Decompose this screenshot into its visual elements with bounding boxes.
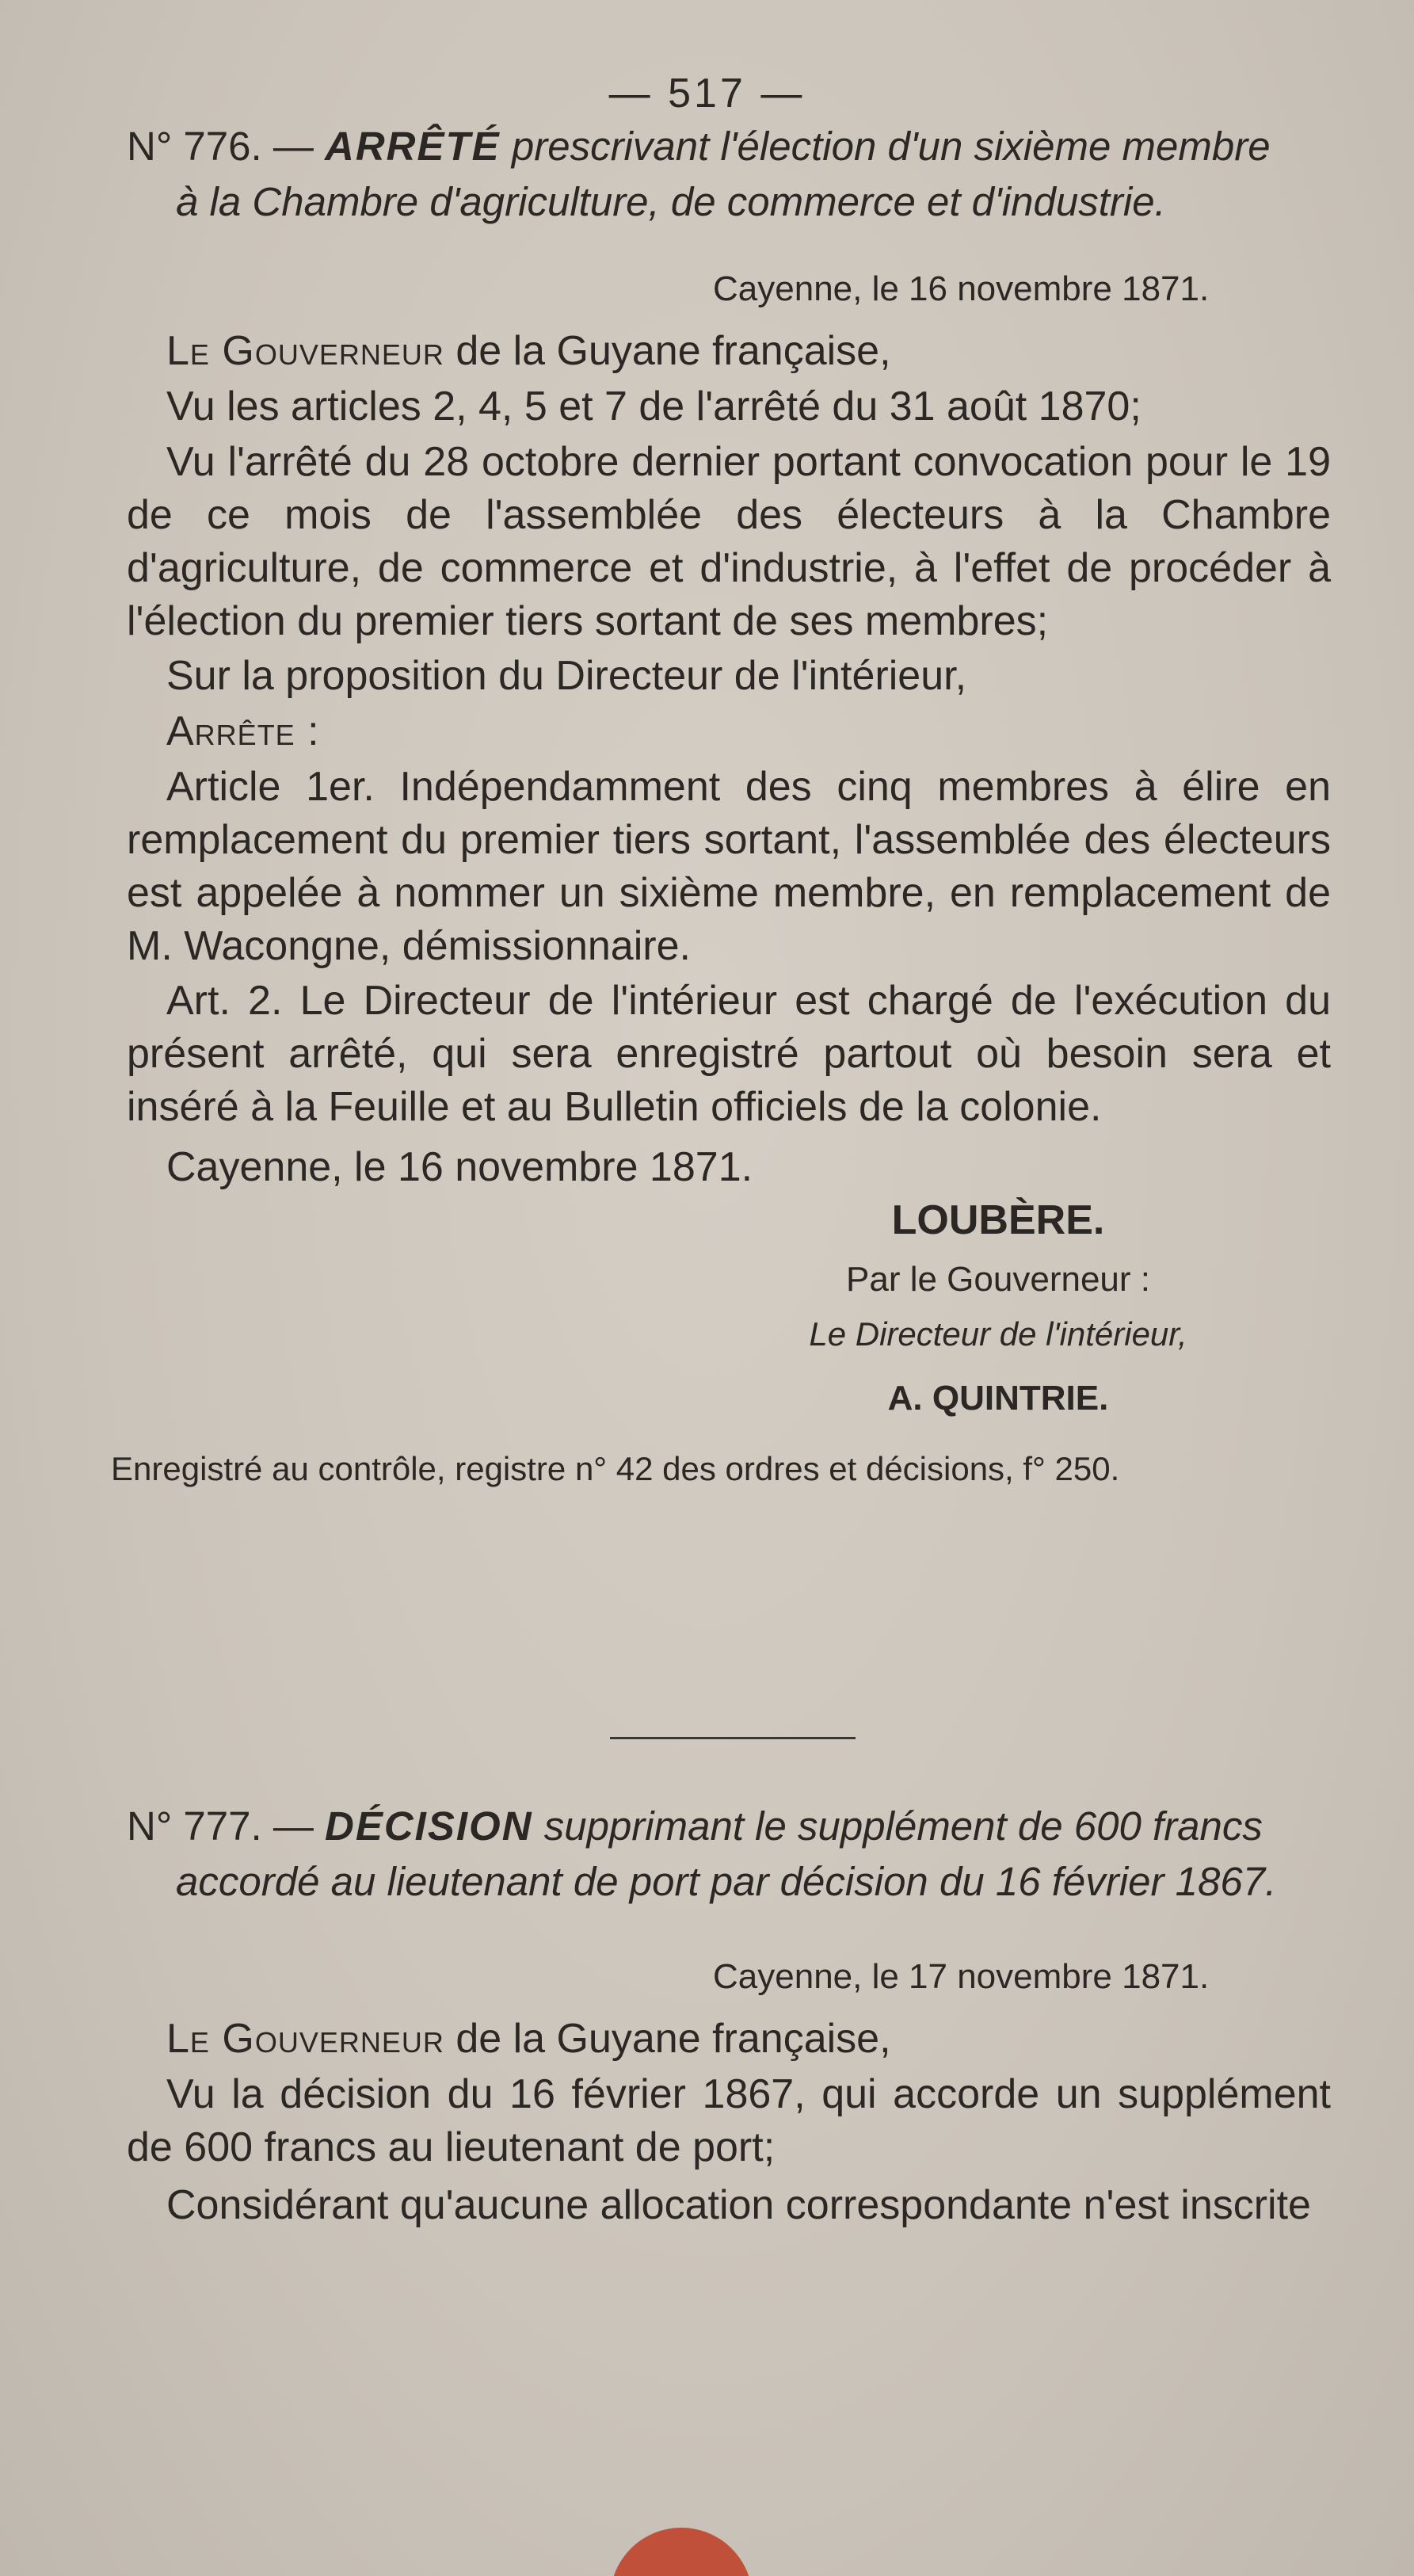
page-number: — 517 —: [608, 71, 806, 116]
decree-776-governor-text: de la Guyane française,: [455, 328, 891, 374]
decree-776-article-1: Article 1er. Indépendamment des cinq membres à élire en remplacement du premier tiers sortant, l'assemblée des électeurs est appelée à nommer un sixième membre, en remplacement de M. Wacongne, démissionnaire.: [127, 764, 1331, 969]
decree-776-title: prescrivant l'élection d'un sixième membre: [511, 124, 1271, 169]
decree-776-vu2: Vu l'arrêté du 28 octobre dernier portant convocation pour le 19 de ce mois de l'assemblée des électeurs à la Chambre d'agriculture, de commerce et d'industrie, à l'effet de procéder à l'élection du premier tiers sortant de ses membres;: [127, 439, 1331, 644]
decree-777-heading: [127, 1799, 1331, 1910]
decree-777-title: supprimant le supplément de 600 francs: [543, 1803, 1263, 1849]
par-le-gouverneur: Par le Gouverneur :: [846, 1260, 1150, 1299]
decree-776-registration: Enregistré au contrôle, registre n° 42 des ordres et décisions, f° 250.: [111, 1450, 1120, 1487]
directeur-title: Le Directeur de l'intérieur,: [809, 1315, 1187, 1353]
decree-776-governor: [127, 325, 1331, 378]
decree-776-governor-keyword: Le Gouverneur: [166, 328, 444, 374]
decree-777-place-date: Cayenne, le 17 novembre 1871.: [713, 1957, 1210, 1996]
decree-777-number: N° 777. —: [127, 1803, 314, 1849]
decree-776-number: N° 776. —: [127, 124, 314, 169]
signatory: LOUBÈRE.: [891, 1197, 1105, 1243]
decree-777-governor-keyword: Le Gouverneur: [166, 2016, 444, 2062]
decree-777-considerant: Considérant qu'aucune allocation correspondante n'est inscrite: [166, 2182, 1311, 2228]
decree-776-vu1: Vu les articles 2, 4, 5 et 7 de l'arrêté du 31 août 1870;: [166, 384, 1141, 429]
decree-777-governor: [127, 2013, 1331, 2066]
decree-776-title-keyword: ARRÊTÉ: [325, 124, 501, 169]
decree-777-vu1: Vu la décision du 16 février 1867, qui accorde un supplément de 600 francs au lieutenant de port;: [127, 2071, 1331, 2170]
countersignatory: A. QUINTRIE.: [887, 1379, 1109, 1418]
decree-776-title-line2: à la Chambre d'agriculture, de commerce et d'industrie.: [176, 179, 1166, 224]
decree-776-closing-date: Cayenne, le 16 novembre 1871.: [166, 1144, 753, 1190]
separator-rule: [610, 1737, 856, 1739]
decree-777-title-keyword: DÉCISION: [325, 1803, 533, 1849]
red-ornament-shape: [610, 2528, 753, 2576]
decree-776-heading: [127, 119, 1331, 230]
decree-776-article-2: Art. 2. Le Directeur de l'intérieur est chargé de l'exécution du présent arrêté, qui sera enregistré partout où besoin sera et inséré à la Feuille et au Bulletin officiels de la colonie.: [127, 978, 1331, 1130]
decree-776-arrete: Arrête :: [166, 708, 320, 754]
decree-777-title-line2: accordé au lieutenant de port par décision du 16 février 1867.: [176, 1859, 1277, 1904]
decree-776-proposition: Sur la proposition du Directeur de l'intérieur,: [166, 653, 967, 699]
decree-776-place-date: Cayenne, le 16 novembre 1871.: [713, 269, 1210, 308]
decree-777-governor-text: de la Guyane française,: [455, 2016, 891, 2062]
